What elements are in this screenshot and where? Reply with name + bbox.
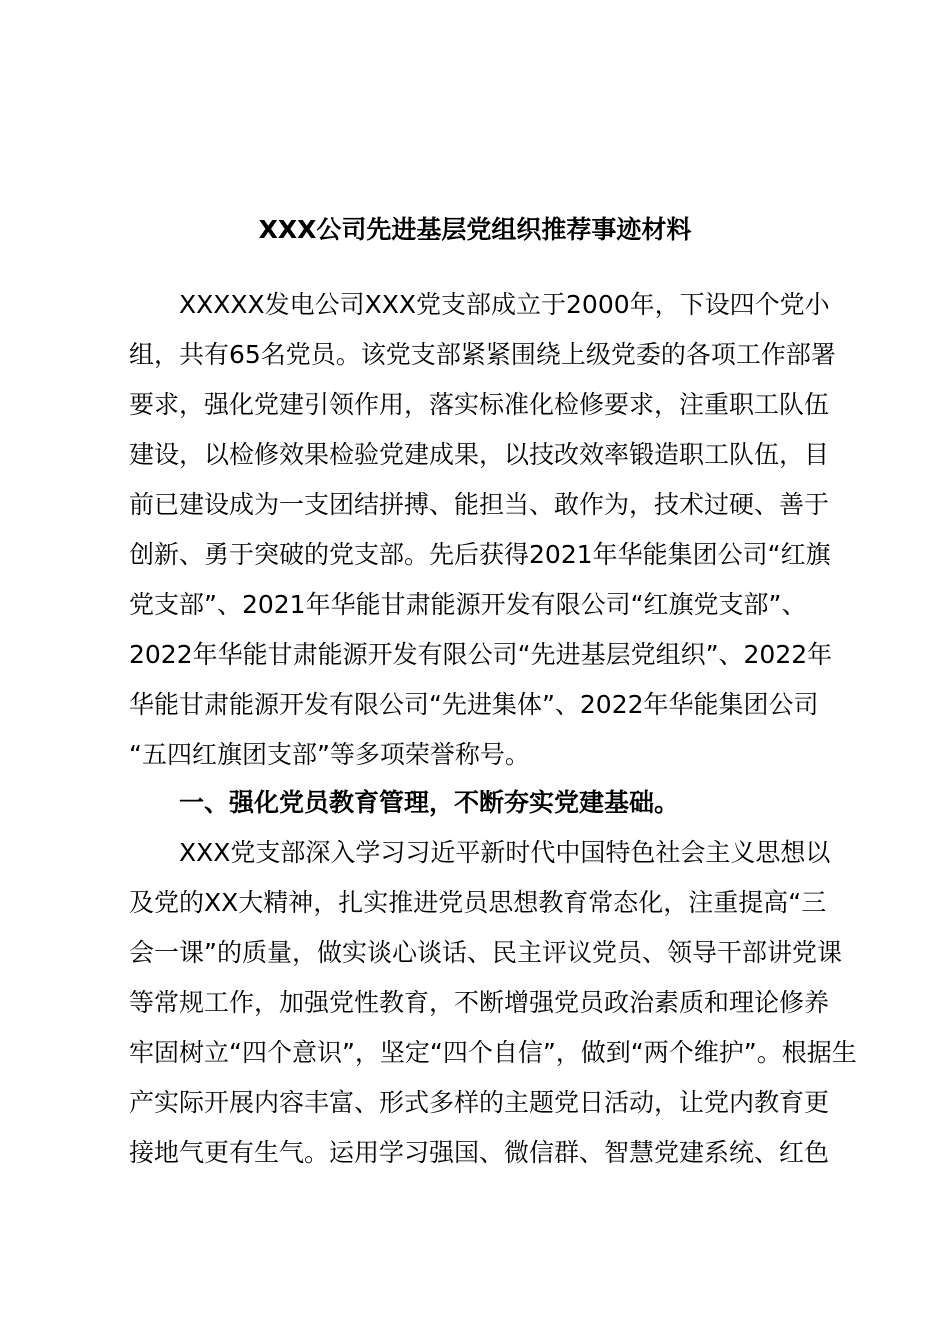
paragraph-line: 党支部”、2021年华能甘肃能源开发有限公司“红旗党支部”、 bbox=[129, 590, 807, 619]
paragraph-section-1 bbox=[129, 828, 869, 1178]
paragraph-line: 华能甘肃能源开发有限公司“先进集体”、2022年华能集团公司 bbox=[129, 690, 819, 719]
paragraph-line: 建设，以检修效果检验党建成果，以技改效率锻造职工队伍，目 bbox=[129, 440, 830, 469]
paragraph-line: 会一课”的质量，做实谈心谈话、民主评议党员、领导干部讲党课 bbox=[129, 938, 842, 967]
document-title: XXX公司先进基层党组织推荐事迹材料 bbox=[258, 215, 692, 244]
paragraph-line: 及党的XX大精神，扎实推进党员思想教育常态化，注重提高“三 bbox=[129, 888, 827, 917]
paragraph-line: 创新、勇于突破的党支部。先后获得2021年华能集团公司“红旗 bbox=[129, 540, 831, 569]
paragraph-line: 产实际开展内容丰富、形式多样的主题党日活动，让党内教育更 bbox=[129, 1088, 830, 1117]
paragraph-line: 组，共有65名党员。该党支部紧紧围绕上级党委的各项工作部署 bbox=[129, 340, 836, 369]
paragraph-line: 等常规工作，加强党性教育，不断增强党员政治素质和理论修养 bbox=[129, 988, 830, 1017]
paragraph-line: XXXXX发电公司XXX党支部成立于2000年，下设四个党小 bbox=[179, 290, 830, 319]
paragraph-line: “五四红旗团支部”等多项荣誉称号。 bbox=[129, 740, 530, 769]
paragraph-line: 2022年华能甘肃能源开发有限公司“先进基层党组织”、2022年 bbox=[129, 640, 833, 669]
paragraph-line: 前已建设成为一支团结拼搏、能担当、敢作为，技术过硬、善于 bbox=[129, 490, 830, 519]
paragraph-intro bbox=[129, 280, 869, 780]
paragraph-line: 接地气更有生气。运用学习强国、微信群、智慧党建系统、红色 bbox=[129, 1138, 830, 1167]
paragraph-line: 牢固树立“四个意识”，坚定“四个自信”，做到“两个维护”。根据生 bbox=[129, 1038, 857, 1067]
paragraph-line: 要求，强化党建引领作用，落实标准化检修要求，注重职工队伍 bbox=[129, 390, 830, 419]
section-heading bbox=[129, 778, 869, 828]
paragraph-line: XXX党支部深入学习习近平新时代中国特色社会主义思想以 bbox=[179, 838, 831, 867]
section-heading-text: 一、强化党员教育管理，不断夯实党建基础。 bbox=[179, 788, 680, 817]
